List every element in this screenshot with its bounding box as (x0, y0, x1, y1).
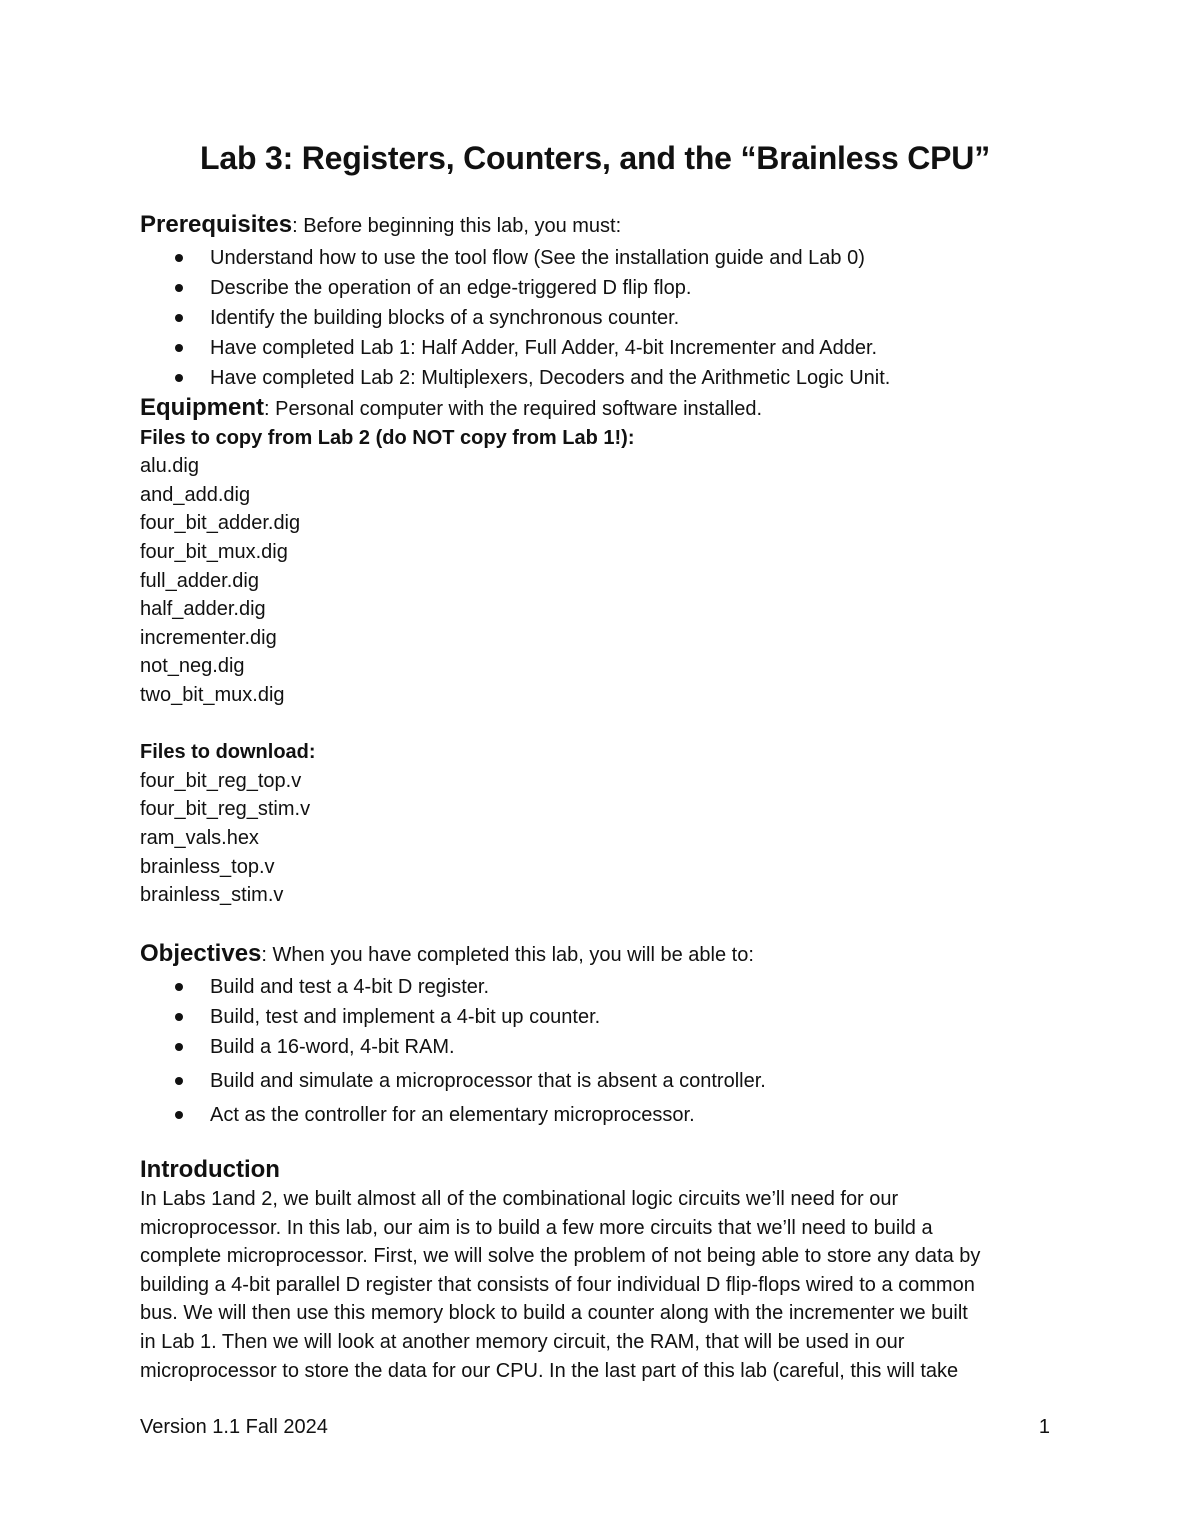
prerequisites-list (140, 243, 1052, 393)
file-item: four_bit_reg_stim.v (140, 798, 311, 821)
list-item: Describe the operation of an edge-triggered D flip flop. (140, 273, 1052, 303)
prerequisites-line (140, 211, 1052, 241)
page-title: Lab 3: Registers, Counters, and the “Brainless CPU” (200, 140, 990, 176)
bullet-icon (175, 254, 183, 262)
file-item: four_bit_mux.dig (140, 540, 288, 563)
bullet-icon (175, 1077, 183, 1085)
equipment-heading: Equipment (140, 394, 264, 421)
paragraph-line: microprocessor. In this lab, our aim is to build a few more circuits that we’ll need to build a (140, 1216, 933, 1239)
footer-version: Version 1.1 Fall 2024 (140, 1416, 328, 1438)
file-item: not_neg.dig (140, 655, 245, 678)
prerequisites-text: : Before beginning this lab, you must: (292, 215, 622, 237)
introduction-section (140, 1155, 1052, 1385)
paragraph-line: microprocessor to store the data for our CPU. In the last part of this lab (careful, this will take (140, 1359, 959, 1382)
paragraph-line: in Lab 1. Then we will look at another memory circuit, the RAM, that will be used in our (140, 1330, 905, 1353)
equipment-line (140, 394, 1052, 424)
bullet-icon (175, 1111, 183, 1119)
objectives-list (140, 972, 1052, 1130)
objectives-heading: Objectives (140, 940, 262, 967)
download-files-list (140, 767, 1052, 910)
file-item: four_bit_reg_top.v (140, 769, 302, 792)
download-files-heading: Files to download: (140, 741, 316, 764)
bullet-icon (175, 284, 183, 292)
bullet-icon (175, 314, 183, 322)
file-item: alu.dig (140, 455, 199, 478)
list-item: Identify the building blocks of a synchronous counter. (140, 303, 1052, 333)
file-item: brainless_top.v (140, 855, 275, 878)
copy-files-heading: Files to copy from Lab 2 (do NOT copy from Lab 1!): (140, 426, 635, 449)
paragraph-line: In Labs 1and 2, we built almost all of the combinational logic circuits we’ll need for our (140, 1188, 899, 1210)
bullet-icon (175, 983, 183, 991)
bullet-icon (175, 344, 183, 352)
paragraph-line: complete microprocessor. First, we will solve the problem of not being able to store any data by (140, 1245, 981, 1268)
bullet-icon (175, 1013, 183, 1021)
bullet-icon (175, 1043, 183, 1051)
list-item: Build and test a 4-bit D register. (140, 972, 1052, 1002)
objectives-line (140, 940, 1052, 970)
equipment-section (140, 394, 1052, 910)
file-item: two_bit_mux.dig (140, 683, 285, 706)
file-item: and_add.dig (140, 483, 251, 506)
file-item: half_adder.dig (140, 598, 266, 621)
list-item: Have completed Lab 1: Half Adder, Full Adder, 4-bit Incrementer and Adder. (140, 333, 1052, 363)
page-number: 1 (1038, 1416, 1050, 1438)
list-item: Build and simulate a microprocessor that is absent a controller. (140, 1066, 1052, 1096)
paragraph-line: bus. We will then use this memory block to build a counter along with the incrementer we built (140, 1302, 968, 1325)
list-item: Build a 16-word, 4-bit RAM. (140, 1032, 1052, 1062)
file-item: four_bit_adder.dig (140, 512, 301, 535)
list-item: Understand how to use the tool flow (See the installation guide and Lab 0) (140, 243, 1052, 273)
prerequisites-heading: Prerequisites (140, 211, 293, 238)
objectives-text: : When you have completed this lab, you will be able to: (261, 944, 754, 966)
list-item: Build, test and implement a 4-bit up counter. (140, 1002, 1052, 1032)
file-item: ram_vals.hex (140, 826, 259, 849)
file-item: incrementer.dig (140, 626, 277, 649)
list-item: Act as the controller for an elementary microprocessor. (140, 1100, 1052, 1130)
copy-files-list (140, 452, 1052, 709)
equipment-text: : Personal computer with the required software installed. (264, 398, 763, 420)
objectives-section (140, 940, 1052, 1130)
file-item: full_adder.dig (140, 569, 259, 592)
bullet-icon (175, 374, 183, 382)
introduction-heading: Introduction (140, 1156, 280, 1183)
paragraph-line: building a 4-bit parallel D register that consists of four individual D flip-flops wired to a common (140, 1273, 975, 1296)
introduction-paragraph (140, 1185, 1052, 1385)
list-item: Have completed Lab 2: Multiplexers, Decoders and the Arithmetic Logic Unit. (140, 363, 1052, 393)
file-item: brainless_stim.v (140, 884, 284, 907)
prerequisites-section (140, 211, 1052, 393)
